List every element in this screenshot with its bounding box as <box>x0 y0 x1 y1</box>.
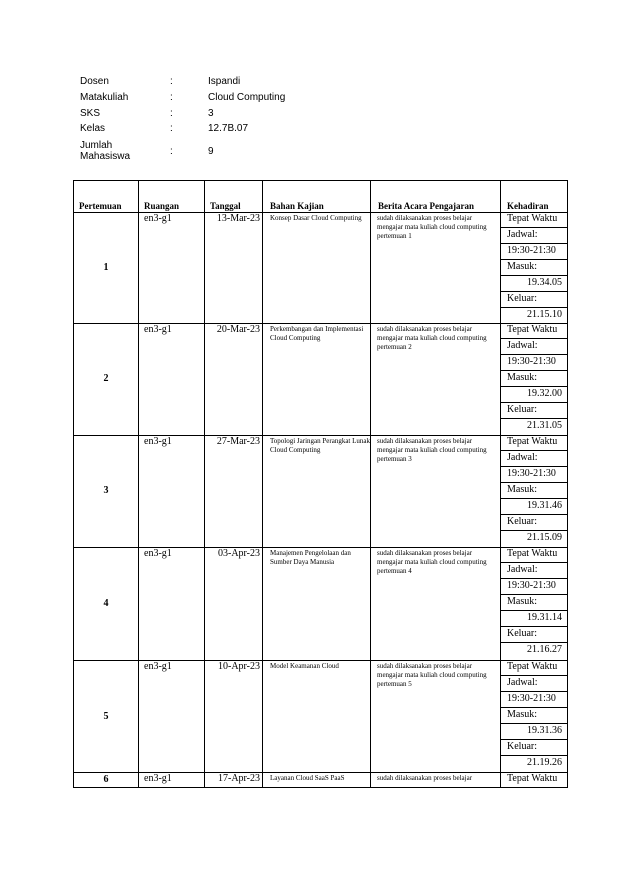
info-value: Ispandi <box>208 76 241 87</box>
row-number: 6 <box>103 774 109 785</box>
row-room: en3-g1 <box>144 661 172 672</box>
row-keluar-label: Keluar: <box>507 516 537 527</box>
row-room: en3-g1 <box>144 548 172 559</box>
row-room: en3-g1 <box>144 773 172 784</box>
row-number: 3 <box>103 485 109 496</box>
header-ruangan: Ruangan <box>144 201 180 211</box>
column-divider <box>262 181 263 787</box>
info-label: Jumlah Mahasiswa <box>80 140 131 162</box>
info-value: 9 <box>208 146 214 157</box>
row-status: Tepat Waktu <box>507 436 558 447</box>
row-jadwal-label: Jadwal: <box>507 229 538 240</box>
row-date: 10-Apr-23 <box>217 661 260 672</box>
row-date: 17-Apr-23 <box>217 773 260 784</box>
row-jadwal-label: Jadwal: <box>507 340 538 351</box>
row-masuk: 19.32.00 <box>527 388 562 399</box>
row-jadwal: 19:30-21:30 <box>507 356 556 367</box>
row-keluar-label: Keluar: <box>507 628 537 639</box>
row-topic: Perkembangan dan Implementasi Cloud Computing <box>270 325 364 342</box>
row-masuk-label: Masuk: <box>507 261 537 272</box>
row-topic: Topologi Jaringan Perangkat Lunak Cloud Computing <box>270 437 371 454</box>
row-berita-acara: sudah dilaksanakan proses belajar mengajar mata kuliah cloud computing pertemuan 1 <box>377 214 487 240</box>
info-colon: : <box>170 123 173 134</box>
row-masuk-label: Masuk: <box>507 484 537 495</box>
row-room: en3-g1 <box>144 324 172 335</box>
row-keluar: 21.15.10 <box>527 309 562 320</box>
row-topic: Layanan Cloud SaaS PaaS <box>270 774 345 782</box>
row-status: Tepat Waktu <box>507 773 558 784</box>
row-status: Tepat Waktu <box>507 213 558 224</box>
row-keluar: 21.15.09 <box>527 532 562 543</box>
row-number: 2 <box>103 373 109 384</box>
column-divider <box>370 181 371 787</box>
header-tanggal: Tanggal <box>210 201 241 211</box>
info-colon: : <box>170 146 173 157</box>
row-masuk: 19.31.36 <box>527 725 562 736</box>
column-divider <box>138 181 139 787</box>
row-number: 4 <box>103 598 109 609</box>
column-divider <box>500 181 501 787</box>
row-status: Tepat Waktu <box>507 324 558 335</box>
row-jadwal-label: Jadwal: <box>507 452 538 463</box>
row-status: Tepat Waktu <box>507 661 558 672</box>
info-colon: : <box>170 108 173 119</box>
header-berita-acara: Berita Acara Pengajaran <box>378 201 474 211</box>
header-bahan-kajian: Bahan Kajian <box>270 201 324 211</box>
row-berita-acara: sudah dilaksanakan proses belajar mengajar mata kuliah cloud computing pertemuan 3 <box>377 437 487 463</box>
info-label: Matakuliah <box>80 92 129 103</box>
row-date: 27-Mar-23 <box>216 436 260 447</box>
row-masuk: 19.34.05 <box>527 277 562 288</box>
info-value: Cloud Computing <box>208 92 286 103</box>
row-masuk: 19.31.14 <box>527 612 562 623</box>
info-label: Dosen <box>80 76 109 87</box>
row-jadwal: 19:30-21:30 <box>507 245 556 256</box>
attendance-table <box>73 180 568 788</box>
row-number: 1 <box>103 262 109 273</box>
row-jadwal-label: Jadwal: <box>507 677 538 688</box>
info-value: 3 <box>208 108 214 119</box>
row-jadwal: 19:30-21:30 <box>507 693 556 704</box>
row-keluar-label: Keluar: <box>507 404 537 415</box>
row-date: 20-Mar-23 <box>216 324 260 335</box>
row-masuk-label: Masuk: <box>507 596 537 607</box>
column-divider <box>204 181 205 787</box>
row-jadwal: 19:30-21:30 <box>507 580 556 591</box>
row-date: 03-Apr-23 <box>217 548 260 559</box>
row-masuk-label: Masuk: <box>507 709 537 720</box>
row-jadwal: 19:30-21:30 <box>507 468 556 479</box>
row-berita-acara: sudah dilaksanakan proses belajar <box>377 774 473 782</box>
row-room: en3-g1 <box>144 213 172 224</box>
row-berita-acara: sudah dilaksanakan proses belajar mengajar mata kuliah cloud computing pertemuan 4 <box>377 549 487 575</box>
row-room: en3-g1 <box>144 436 172 447</box>
row-topic: Konsep Dasar Cloud Computing <box>270 214 362 222</box>
header-pertemuan: Pertemuan <box>79 201 122 211</box>
info-colon: : <box>170 92 173 103</box>
info-colon: : <box>170 76 173 87</box>
info-label: SKS <box>80 108 101 119</box>
row-keluar: 21.31.05 <box>527 420 562 431</box>
info-value: 12.7B.07 <box>208 123 249 134</box>
row-keluar: 21.16.27 <box>527 644 562 655</box>
row-keluar-label: Keluar: <box>507 741 537 752</box>
row-status: Tepat Waktu <box>507 548 558 559</box>
row-keluar-label: Keluar: <box>507 293 537 304</box>
info-label: Kelas <box>80 123 106 134</box>
row-masuk-label: Masuk: <box>507 372 537 383</box>
row-masuk: 19.31.46 <box>527 500 562 511</box>
row-berita-acara: sudah dilaksanakan proses belajar mengajar mata kuliah cloud computing pertemuan 2 <box>377 325 487 351</box>
row-jadwal-label: Jadwal: <box>507 564 538 575</box>
row-number: 5 <box>103 711 109 722</box>
row-berita-acara: sudah dilaksanakan proses belajar mengajar mata kuliah cloud computing pertemuan 5 <box>377 662 487 688</box>
row-keluar: 21.19.26 <box>527 757 562 768</box>
row-topic: Model Keamanan Cloud <box>270 662 339 670</box>
row-topic: Manajemen Pengelolaan dan Sumber Daya Manusia <box>270 549 351 566</box>
header-kehadiran: Kehadiran <box>507 201 549 211</box>
row-date: 13-Mar-23 <box>216 213 260 224</box>
